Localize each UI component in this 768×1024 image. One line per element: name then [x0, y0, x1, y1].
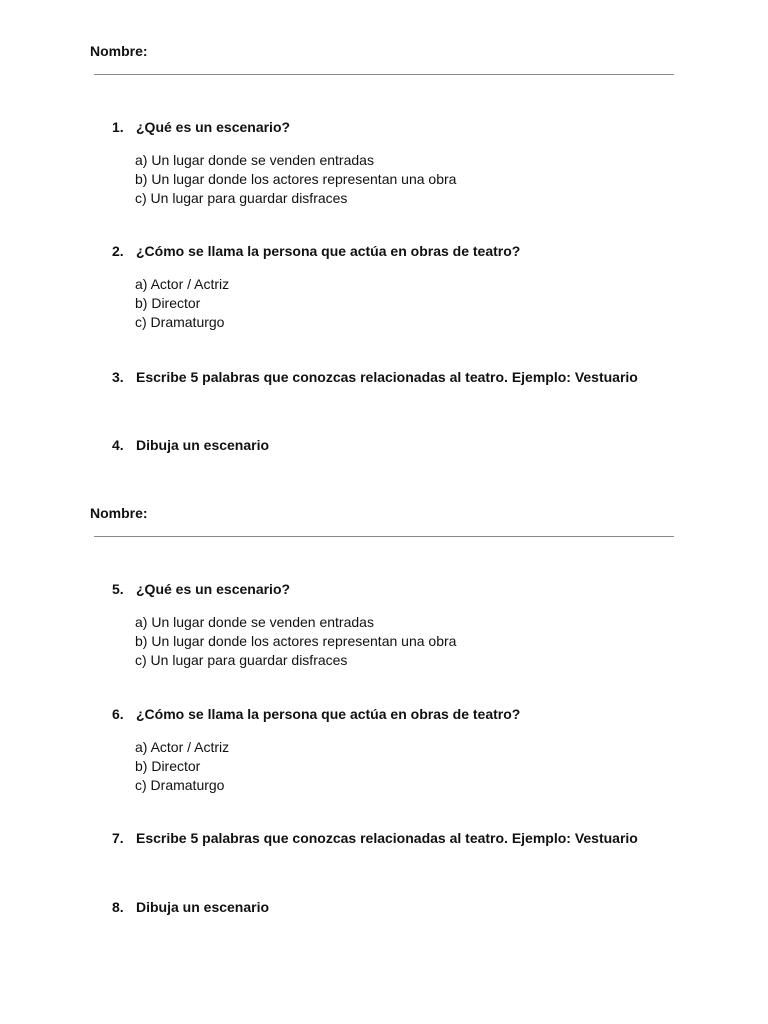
options-list [135, 613, 456, 670]
question-number: 8. [112, 899, 124, 915]
question-number: 3. [112, 369, 124, 385]
question-text: ¿Cómo se llama la persona que actúa en obras de teatro? [136, 706, 521, 722]
question-text: ¿Qué es un escenario? [136, 581, 291, 597]
question-number: 7. [112, 830, 124, 846]
option-c: c) Un lugar para guardar disfraces [135, 190, 348, 206]
question-number: 2. [112, 243, 124, 259]
option-b: b) Director [135, 758, 201, 774]
question-text: Dibuja un escenario [136, 437, 270, 453]
options-list [135, 275, 229, 332]
option-a: a) Un lugar donde se venden entradas [135, 152, 374, 168]
name-line [94, 74, 674, 75]
option-c: c) Dramaturgo [135, 314, 225, 330]
name-label: Nombre: [90, 505, 148, 521]
question-text: ¿Cómo se llama la persona que actúa en obras de teatro? [136, 243, 521, 259]
option-c: c) Dramaturgo [135, 777, 225, 793]
question-number: 5. [112, 581, 124, 597]
option-b: b) Director [135, 295, 201, 311]
option-b: b) Un lugar donde los actores representan una obra [135, 171, 457, 187]
question-number: 4. [112, 437, 124, 453]
option-a: a) Un lugar donde se venden entradas [135, 614, 374, 630]
option-b: b) Un lugar donde los actores representan una obra [135, 633, 457, 649]
option-c: c) Un lugar para guardar disfraces [135, 652, 348, 668]
question-text: Escribe 5 palabras que conozcas relacionadas al teatro. Ejemplo: Vestuario [136, 369, 638, 385]
question-number: 6. [112, 706, 124, 722]
question-text: Dibuja un escenario [136, 899, 270, 915]
question-text: Escribe 5 palabras que conozcas relacionadas al teatro. Ejemplo: Vestuario [136, 830, 638, 846]
option-a: a) Actor / Actriz [135, 739, 230, 755]
options-list [135, 738, 229, 795]
question-text: ¿Qué es un escenario? [136, 119, 291, 135]
name-label: Nombre: [90, 43, 148, 59]
question-number: 1. [112, 119, 124, 135]
name-line [94, 536, 674, 537]
option-a: a) Actor / Actriz [135, 276, 230, 292]
options-list [135, 151, 456, 208]
